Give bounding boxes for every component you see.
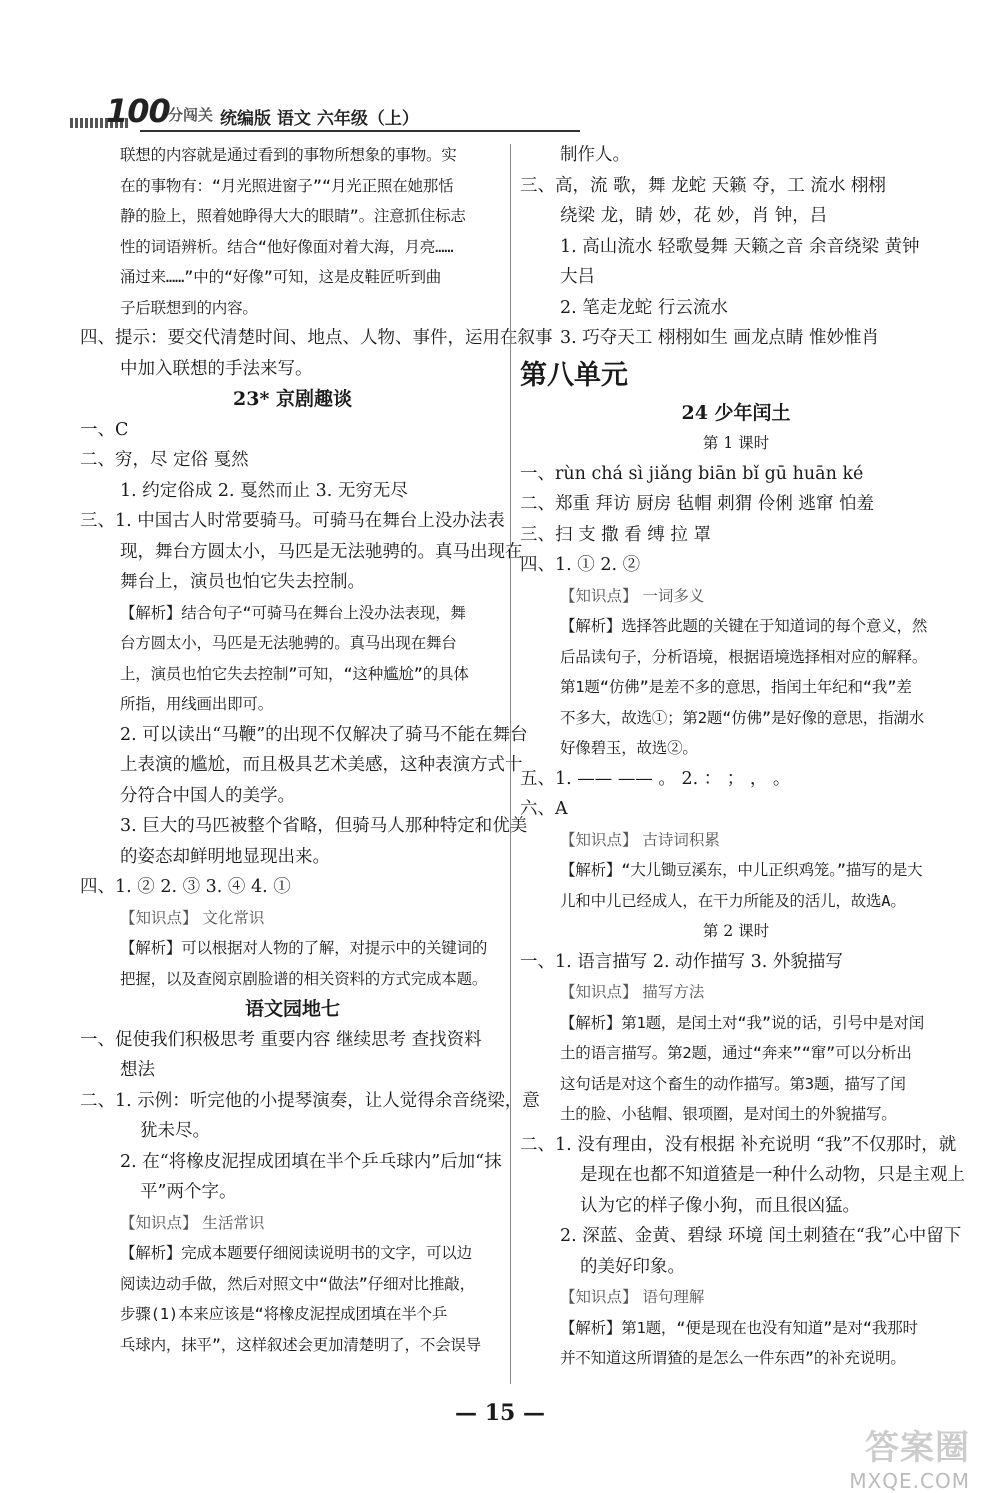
left-line: 所指，用线画出即可。 [120, 695, 274, 713]
left-line: 想法 [120, 1060, 155, 1080]
page-header [70, 92, 950, 136]
page-number: — 15 — [455, 1400, 545, 1426]
right-line: 并不知道这所谓猹的是怎么一件东西”的补充说明。 [560, 1349, 906, 1367]
left-line: 1. 约定俗成 2. 戛然而止 3. 无穷无尽 [120, 480, 408, 501]
right-line: 四、1. ① 2. ② [520, 555, 641, 575]
left-line: 【知识点】 生活常识 [120, 1213, 265, 1232]
right-line: 是现在也都不知道猹是一种什么动物，只是主观上 [580, 1165, 965, 1185]
right-line: 这句话是对这个畜生的动作描写。第3题，描写了闰 [560, 1074, 906, 1093]
left-line: 静的脸上，照着她睁得大大的眼睛”。注意抓住标志 [120, 207, 466, 225]
left-line: 23* 京剧趣谈 [233, 388, 352, 410]
right-line: 一、1. 语言描写 2. 动作描写 3. 外貌描写 [520, 951, 843, 972]
left-line: 【知识点】 文化常识 [120, 908, 265, 927]
left-line: 一、C [80, 419, 129, 440]
right-column [520, 140, 965, 1374]
right-line: 三、扫 支 撒 看 缚 拉 罩 [520, 524, 711, 545]
right-line: 【解析】“大儿锄豆溪东，中儿正织鸡笼。”描写的是大 [560, 861, 923, 879]
right-line: 第 1 课时 [702, 434, 770, 452]
left-line: 平”两个字。 [140, 1182, 237, 1202]
right-line: 土的语言描写。第2题，通过“奔来”“窜”可以分析出 [560, 1044, 912, 1062]
left-line: 现，舞台方圆太小，马匹是无法驰骋的。真马出现在 [120, 541, 523, 562]
left-line: 四、1. ② 2. ③ 3. ④ 4. ① [80, 877, 291, 897]
right-line: 制作人。 [560, 145, 630, 165]
right-line: 【知识点】 古诗词积累 [560, 830, 720, 849]
left-line: 性的词语辨析。结合“他好像面对着大海，月亮…… [120, 237, 454, 256]
left-line: 在的事物有：“月光照进窗子”“月光正照在她那恬 [120, 176, 454, 195]
right-line: 儿和中儿已经成人，在干力所能及的活儿，故选A。 [560, 891, 906, 910]
left-line: 【解析】结合句子“可骑马在舞台上没办法表现，舞 [120, 603, 466, 622]
right-line: 二、郑重 拜访 厨房 毡帽 刺猬 伶俐 逃窜 怕羞 [520, 494, 874, 514]
left-line: 2. 在“将橡皮泥捏成团填在半个乒乓球内”后加“抹 [120, 1151, 502, 1172]
left-line: 把握，以及查阅京剧脸谱的相关资料的方式完成本题。 [120, 969, 488, 988]
left-line: 【解析】可以根据对人物的了解，对提示中的关键词的 [120, 939, 488, 957]
right-line: 三、高，流 歌，舞 龙蛇 天籁 夺，工 流水 栩栩 [520, 175, 886, 196]
right-line: 第八单元 [520, 359, 628, 391]
watermark [849, 1420, 970, 1493]
right-line: 【知识点】 一词多义 [560, 586, 705, 605]
book-title: 统编版 语文 六年级（上） [220, 109, 419, 129]
left-line: 三、1. 中国古人时常要骑马。可骑马在舞台上没办法表 [80, 511, 505, 531]
logo-number: 100 [106, 92, 170, 130]
left-line: 步骤(1)本来应该是“将橡皮泥捏成团填在半个乒 [120, 1305, 448, 1323]
left-line: 二、1. 示例：听完他的小提琴演奏，让人觉得余音绕梁，意 [80, 1090, 540, 1111]
right-line: 【解析】第1题，是闰土对“我”说的话，引号中是对闰 [560, 1013, 924, 1032]
right-line: 的美好印象。 [580, 1256, 685, 1277]
header-rule [140, 130, 580, 132]
left-line: 二、穷，尽 定俗 戛然 [80, 450, 249, 470]
right-line: 六、A [520, 799, 568, 819]
right-line: 1. 高山流水 轻歌曼舞 天籁之音 余音绕梁 黄钟 [560, 236, 920, 257]
left-line: 阅读边动手做，然后对照文中“做法”仔细对比推敲， [120, 1274, 475, 1293]
right-line: 后品读句子，分析语境，根据语境选择相对应的解释。 [560, 647, 928, 666]
left-line: 2. 可以读出“马鞭”的出现不仅解决了骑马不能在舞台 [120, 724, 528, 745]
left-line: 舞台上，演员也怕它失去控制。 [120, 572, 365, 592]
left-line: 分符合中国人的美学。 [120, 785, 295, 806]
left-line: 涌过来……”中的“好像”可知，这是皮鞋匠听到曲 [120, 268, 442, 286]
right-line: 【解析】选择答此题的关键在于知道词的每个意义，然 [560, 617, 928, 635]
right-line: 绕梁 龙，睛 妙，花 妙，肖 钟，吕 [560, 206, 828, 226]
left-line: 犹未尽。 [140, 1121, 210, 1141]
right-line: 五、1. —— —— 。 2. ： ； ， 。 [520, 768, 791, 789]
right-line: 大吕 [560, 267, 595, 287]
left-line: 【解析】完成本题要仔细阅读说明书的文字，可以边 [120, 1244, 472, 1262]
right-line: 认为它的样子像小狗，而且很凶猛。 [580, 1195, 860, 1216]
left-line: 上，演员也怕它失去控制”可知，“这种尴尬”的具体 [120, 664, 469, 683]
left-line: 上表演的尴尬，而且极具艺术美感，这种表演方式十 [120, 755, 523, 775]
left-line: 乓球内，抹平”，这样叙述会更加清楚明了，不会误导 [120, 1335, 482, 1354]
right-line: 第 2 课时 [702, 922, 770, 940]
left-line: 子后联想到的内容。 [120, 298, 258, 317]
left-line: 3. 巨大的马匹被整个省略，但骑马人那种特定和优美 [120, 816, 528, 836]
series-logo [70, 92, 220, 132]
right-line: 【知识点】 语句理解 [560, 1288, 705, 1306]
right-line: 土的脸、小毡帽、银项圈，是对闰土的外貌描写。 [560, 1105, 897, 1123]
right-line: 【知识点】 描写方法 [560, 983, 705, 1001]
right-line: 【解析】第1题，“便是现在也没有知道”是对“我那时 [560, 1318, 918, 1337]
right-line: 3. 巧夺天工 栩栩如生 画龙点睛 惟妙惟肖 [560, 328, 879, 348]
right-line: 二、1. 没有理由，没有根据 补充说明 “我”不仅那时，就 [520, 1134, 957, 1155]
right-line: 2. 笔走龙蛇 行云流水 [560, 297, 728, 318]
left-line: 中加入联想的手法来写。 [120, 358, 313, 379]
left-line: 的姿态却鲜明地显现出来。 [120, 846, 330, 867]
left-line: 台方圆太小，马匹是无法驰骋的。真马出现在舞台 [120, 634, 457, 652]
watermark-url: MXQE.COM [849, 1469, 970, 1493]
right-line: 不多大，故选①；第2题“仿佛”是好像的意思，指湖水 [560, 708, 924, 727]
right-line: 好像碧玉，故选②。 [560, 739, 698, 757]
left-line: 联想的内容就是通过看到的事物所想象的事物。实 [120, 146, 457, 164]
right-line: 24 少年闰土 [681, 401, 791, 424]
logo-subtitle: 分闯关 [168, 106, 214, 124]
right-line: 第1题“仿佛”是差不多的意思，指闰土年纪和“我”差 [560, 678, 912, 696]
right-line: 2. 深蓝、金黄、碧绿 环境 闰土刺猹在“我”心中留下 [560, 1226, 962, 1246]
left-line: 四、提示：要交代清楚时间、地点、人物、事件，运用在叙事 [80, 328, 553, 348]
right-line: 一、rùn chá sì jiǎng biān bǐ gū huān ké [520, 463, 864, 484]
column-divider [510, 144, 511, 1384]
watermark-logo: 答案圈 [865, 1428, 970, 1468]
left-line: 一、促使我们积极思考 重要内容 继续思考 查找资料 [80, 1029, 482, 1050]
left-line: 语文园地七 [244, 998, 340, 1020]
